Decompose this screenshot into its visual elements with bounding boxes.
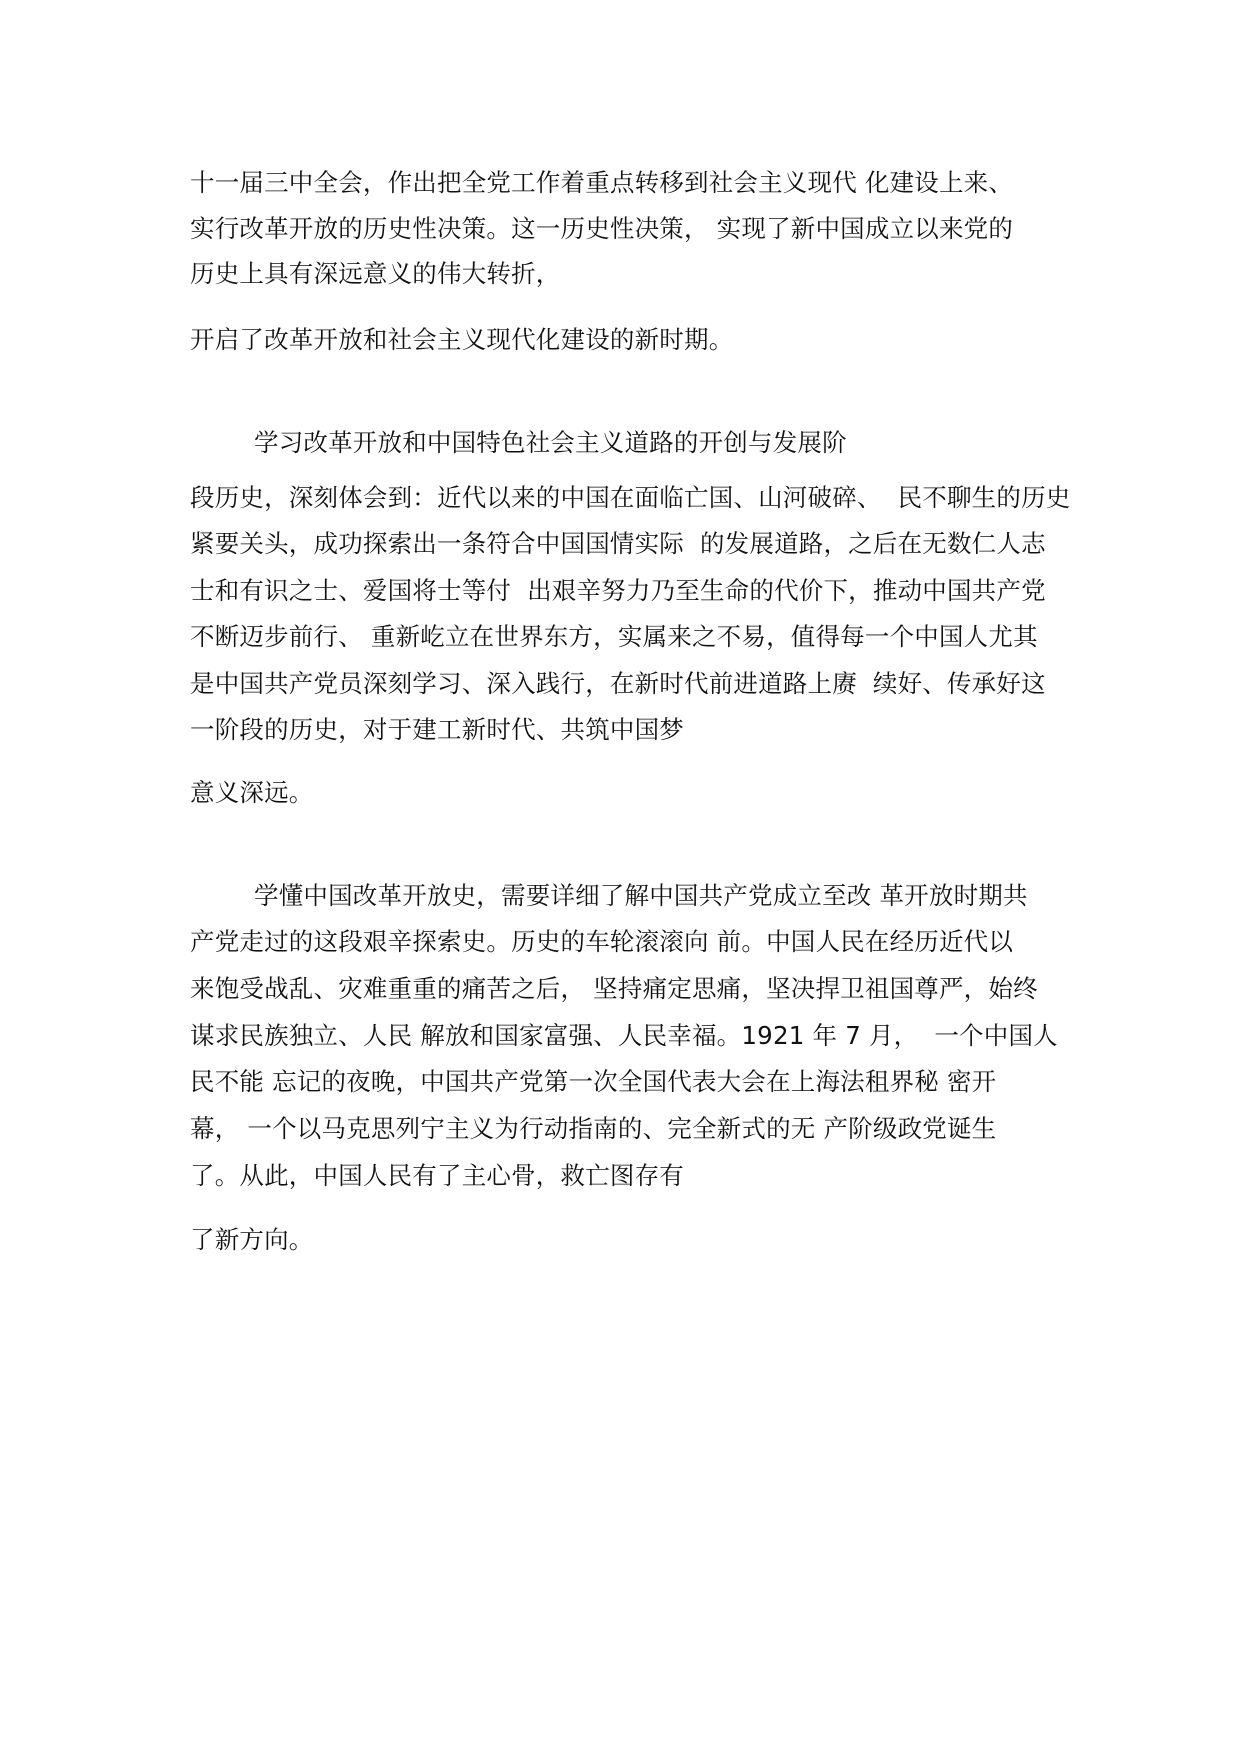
text-line: 不断迈步前行、 重新屹立在世界东方，实属来之不易，值得每一个中国人尤其: [190, 622, 1038, 651]
text-line: 意义深远。: [190, 778, 314, 807]
text-line: 谋求民族独立、人民 解放和国家富强、人民幸福。1921 年 7 月， 一个中国人: [190, 1021, 1058, 1050]
text-line: 民不能 忘记的夜晚，中国共产党第一次全国代表大会在上海法租界秘 密开: [190, 1067, 997, 1096]
text-line: 段历史，深刻体会到：近代以来的中国在面临亡国、山河破碎、 民不聊生的历史: [190, 483, 1071, 512]
text-line: 了。从此，中国人民有了主心骨，救亡图存有: [190, 1161, 684, 1190]
text-line: 紧要关头，成功探索出一条符合中国国情实际 的发展道路，之后在无数仁人志: [190, 529, 1046, 558]
text-line: 是中国共产党员深刻学习、深入践行，在新时代前进道路上赓 续好、传承好这: [190, 669, 1046, 698]
text-line: 一阶段的历史，对于建工新时代、共筑中国梦: [190, 715, 684, 744]
text-line: 开启了改革开放和社会主义现代化建设的新时期。: [190, 325, 734, 354]
text-line: 来饱受战乱、灾难重重的痛苦之后， 坚持痛定思痛，坚决捍卫祖国尊严，始终: [190, 974, 1038, 1003]
text-line: 产党走过的这段艰辛探索史。历史的车轮滚滚向 前。中国人民在经历近代以: [190, 927, 1014, 956]
text-line: 学习改革开放和中国特色社会主义道路的开创与发展阶: [254, 428, 847, 457]
text-line: 十一届三中全会，作出把全党工作着重点转移到社会主义现代 化建设上来、: [190, 168, 1014, 197]
text-line: 幕， 一个以马克思列宁主义为行动指南的、完全新式的无 产阶级政党诞生: [190, 1114, 997, 1143]
text-line: 实行改革开放的历史性决策。这一历史性决策， 实现了新中国成立以来党的: [190, 214, 1014, 243]
text-line: 历史上具有深远意义的伟大转折，: [190, 259, 561, 288]
text-line: 学懂中国改革开放史，需要详细了解中国共产党成立至改 革开放时期共: [254, 881, 1028, 910]
text-line: 士和有识之士、爱国将士等付 出艰辛努力乃至生命的代价下，推动中国共产党: [190, 576, 1046, 605]
text-line: 了新方向。: [190, 1225, 314, 1254]
